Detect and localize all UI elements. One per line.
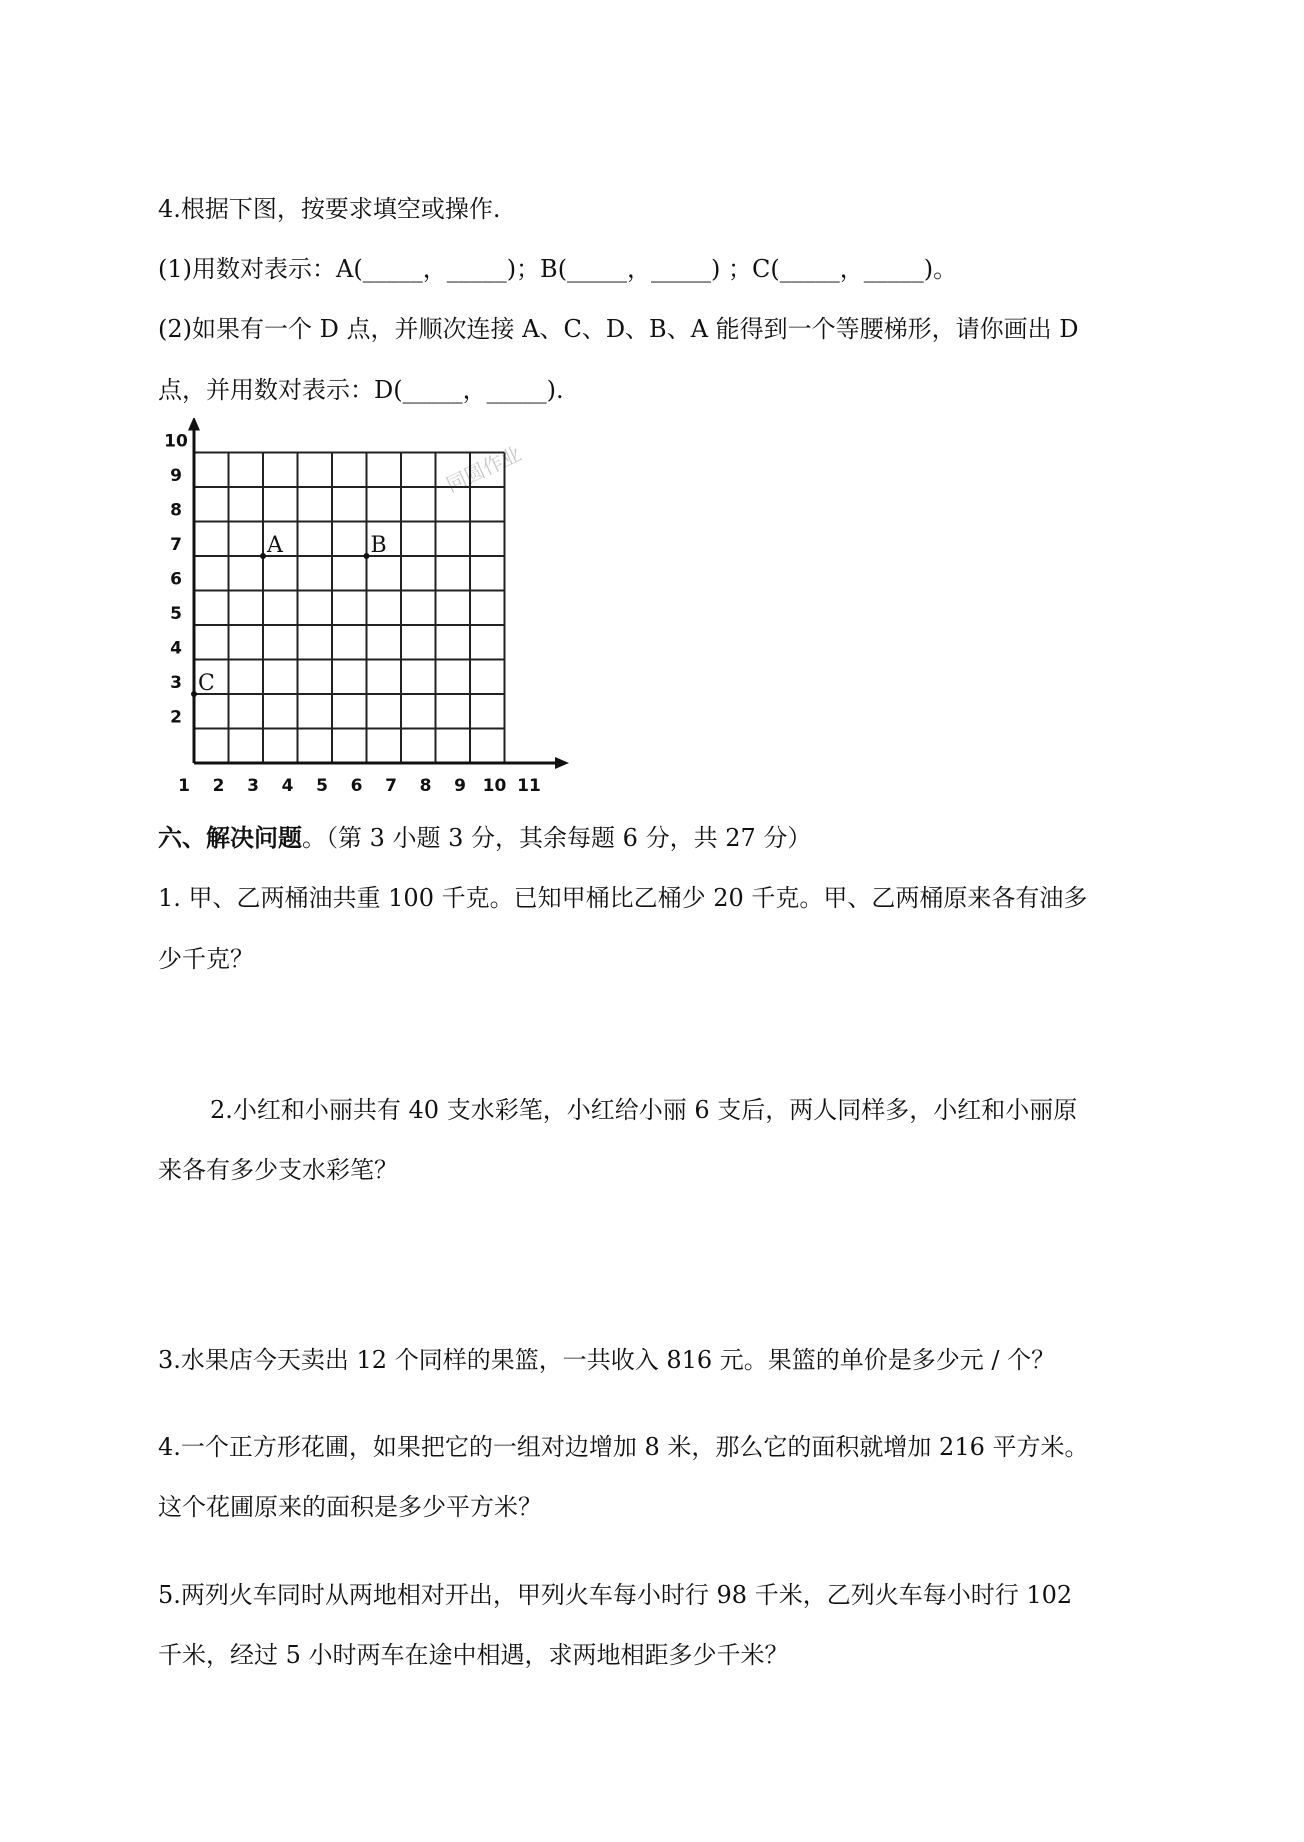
y-tick-label: 2 xyxy=(170,707,182,728)
x-tick-label: 9 xyxy=(454,776,466,796)
x-axis-arrow xyxy=(555,757,569,769)
problem5-line1: 5.两列火车同时从两地相对开出，甲列火车每小时行 98 千米，乙列火车每小时行 102 xyxy=(158,1581,1073,1609)
problem4-line2: 这个花圃原来的面积是多少平方米？ xyxy=(158,1493,542,1521)
x-tick-label: 3 xyxy=(247,776,259,796)
x-tick-label: 5 xyxy=(316,776,328,796)
problem2-line1: 2.小红和小丽共有 40 支水彩笔，小红给小丽 6 支后，两人同样多，小红和小丽原 xyxy=(210,1096,1078,1124)
problem4-line1: 4.一个正方形花圃，如果把它的一组对边增加 8 米，那么它的面积就增加 216 平方米。 xyxy=(158,1433,1089,1461)
problem2-line2: 来各有多少支水彩笔？ xyxy=(158,1156,398,1184)
problem3-line1: 3.水果店今天卖出 12 个同样的果篮，一共收入 816 元。果篮的单价是多少元 / 个？ xyxy=(158,1346,1056,1374)
y-tick-label: 10 xyxy=(164,431,188,452)
watermark: 同圆作业 xyxy=(442,441,526,497)
y-tick-label: 3 xyxy=(170,673,182,693)
x-tick-label: 8 xyxy=(419,776,432,796)
y-tick-label: 9 xyxy=(170,466,182,486)
data-points xyxy=(191,533,387,697)
problem5-line2: 千米，经过 5 小时两车在途中相遇，求两地相距多少千米？ xyxy=(158,1641,789,1669)
point-c-marker xyxy=(191,691,197,697)
point-b-label: B xyxy=(370,533,387,558)
section6-heading: 六、解决问题 xyxy=(158,823,302,852)
section6-title xyxy=(158,823,811,853)
problem1-line2: 少千克？ xyxy=(158,945,254,973)
y-tick-label: 4 xyxy=(170,638,182,659)
point-a-label: A xyxy=(267,533,283,558)
q4-part2-line2: 点，并用数对表示：D(_____，_____). xyxy=(158,376,564,404)
point-c-label: C xyxy=(198,671,215,696)
y-tick-label: 6 xyxy=(170,569,182,590)
y-tick-label: 7 xyxy=(170,535,182,555)
x-tick-label: 2 xyxy=(212,776,225,796)
q4-part2-line1: (2)如果有一个 D 点，并顺次连接 A、C、D、B、A 能得到一个等腰梯形，请你画出 D xyxy=(158,315,1079,343)
grid-lines xyxy=(194,453,505,764)
point-a-marker xyxy=(260,553,266,559)
x-tick-label: 1 xyxy=(178,776,190,796)
y-tick-label: 5 xyxy=(170,604,182,624)
y-axis-arrow xyxy=(188,418,200,431)
x-tick-label: 7 xyxy=(385,776,397,796)
x-tick-label: 11 xyxy=(517,776,541,796)
y-tick-label: 8 xyxy=(170,500,182,521)
section6-note: 。（第 3 小题 3 分，其余每题 6 分，共 27 分） xyxy=(302,824,812,852)
axes xyxy=(188,418,569,769)
x-tick-label: 4 xyxy=(281,776,294,796)
x-tick-label: 10 xyxy=(482,776,507,796)
problem1-line1: 1. 甲、乙两桶油共重 100 千克。已知甲桶比乙桶少 20 千克。甲、乙两桶原来各有油多 xyxy=(158,884,1088,912)
point-b-marker xyxy=(364,553,370,559)
coordinate-grid xyxy=(150,418,570,798)
x-tick-label: 6 xyxy=(350,776,363,796)
q4-intro: 4.根据下图，按要求填空或操作. xyxy=(158,195,501,223)
q4-part1: (1)用数对表示：A(_____，_____)；B(_____，_____) ；C(_____，_____)。 xyxy=(158,255,958,283)
